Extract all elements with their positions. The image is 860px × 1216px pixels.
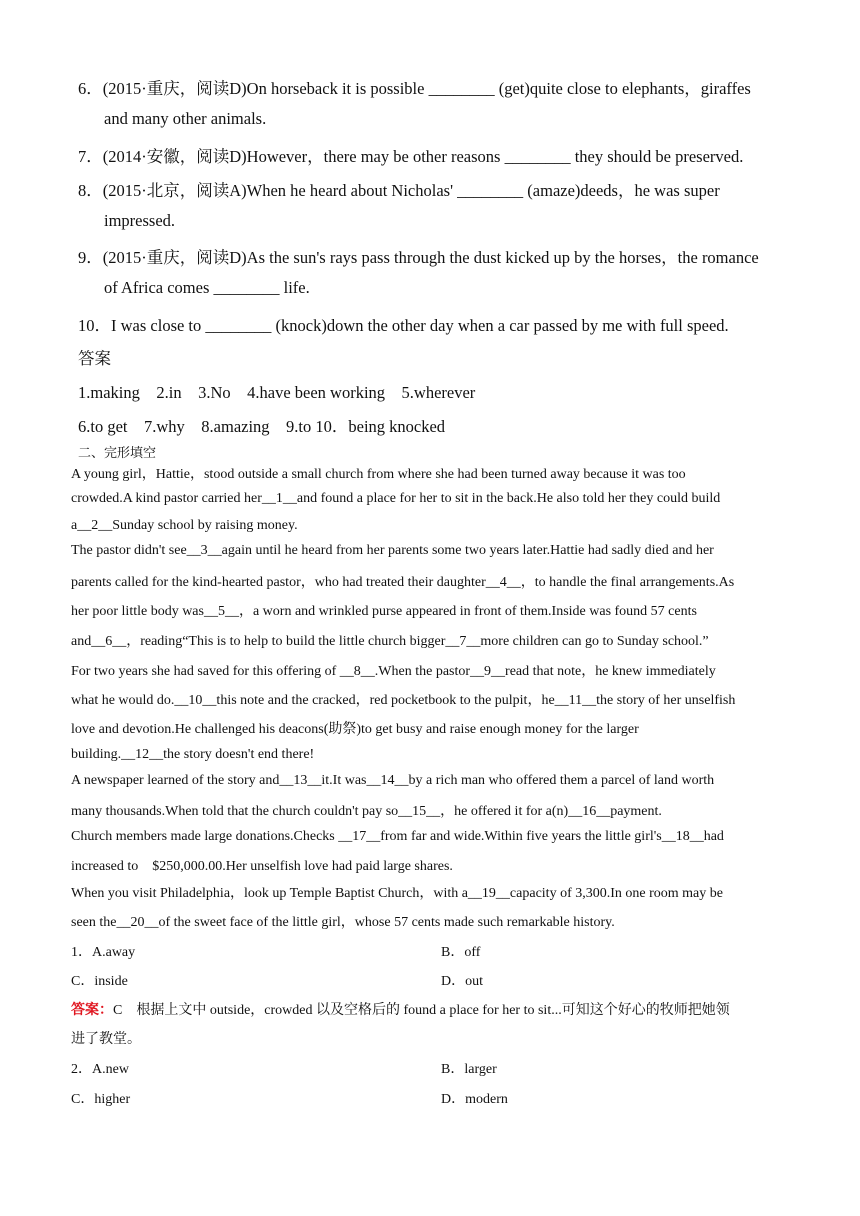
q2-option-b[interactable]: B．larger <box>441 1062 497 1077</box>
passage-line: A young girl，Hattie，stood outside a small church from where she had been turned away because it was too <box>71 467 686 482</box>
q1-option-d[interactable]: D．out <box>441 974 483 989</box>
passage-line: her poor little body was__5__，a worn and wrinkled purse appeared in front of them.Inside was found 57 cents <box>71 604 697 619</box>
q1-option-c[interactable]: C．inside <box>71 974 128 989</box>
question-10: 10．I was close to ________ (knock)down the other day when a car passed by me with full speed. <box>78 316 729 335</box>
passage-line: a__2__Sunday school by raising money. <box>71 518 298 533</box>
q2-option-a[interactable]: 2．A.new <box>71 1062 129 1077</box>
passage-line: Church members made large donations.Checks __17__from far and wide.Within five years the little girl's__18__had <box>71 829 724 844</box>
q1-option-b[interactable]: B．off <box>441 945 481 960</box>
question-6: 6．(2015·重庆，阅读D)On horseback it is possible ________ (get)quite close to elephants，giraffes <box>78 79 751 98</box>
section-title: 二、完形填空 <box>78 445 157 460</box>
passage-line: building.__12__the story doesn't end there! <box>71 747 315 762</box>
passage-line: increased to $250,000.00.Her unselfish love had paid large shares. <box>71 859 453 874</box>
question-8: 8．(2015·北京，阅读A)When he heard about Nicholas' ________ (amaze)deeds，he was super <box>78 181 720 200</box>
passage-line: what he would do.__10__this note and the cracked，red pocketbook to the pulpit，he__11__the story of her unselfish <box>71 693 736 708</box>
question-7: 7．(2014·安徽，阅读D)However，there may be other reasons ________ they should be preserved. <box>78 147 744 166</box>
passage-line: seen the__20__of the sweet face of the little girl，whose 57 cents made such remarkable history. <box>71 915 615 930</box>
q1-option-a[interactable]: 1．A.away <box>71 945 136 960</box>
answer-label: 答案： <box>71 1003 113 1018</box>
q2-option-c[interactable]: C．higher <box>71 1092 131 1107</box>
question-9: 9．(2015·重庆，阅读D)As the sun's rays pass through the dust kicked up by the horses，the romance <box>78 248 759 267</box>
question-9-cont: of Africa comes ________ life. <box>104 278 310 297</box>
question-6-cont: and many other animals. <box>104 109 267 128</box>
passage-line: love and devotion.He challenged his deacons(助祭)to get busy and raise enough money for the larger <box>71 722 639 737</box>
passage-line: When you visit Philadelphia，look up Temple Baptist Church，with a__19__capacity of 3,300.In one room may be <box>71 886 723 901</box>
q2-option-d[interactable]: D．modern <box>441 1092 508 1107</box>
passage-line: For two years she had saved for this offering of __8__.When the pastor__9__read that note，he knew immediately <box>71 664 716 679</box>
passage-line: The pastor didn't see__3__again until he heard from her parents some two years later.Hattie had sadly died and her <box>71 543 714 558</box>
passage-line: parents called for the kind-hearted pastor，who had treated their daughter__4__，to handle the final arrangements.As <box>71 575 735 590</box>
passage-line: crowded.A kind pastor carried her__1__and found a place for her to sit in the back.He also told her they could build <box>71 491 721 506</box>
passage-line: A newspaper learned of the story and__13__it.It was__14__by a rich man who offered them a parcel of land worth <box>71 773 715 788</box>
explanation-text: C 根据上文中 outside，crowded 以及空格后的 found a place for her to sit...可知这个好心的牧师把她领 <box>113 1003 730 1018</box>
answers-line-2: 6.to get 7.why 8.amazing 9.to 10．being knocked <box>78 417 446 436</box>
passage-line: and__6__，reading“This is to help to build the little church bigger__7__more children can go to Sunday school.” <box>71 634 709 649</box>
answers-line-1: 1.making 2.in 3.No 4.have been working 5.wherever <box>78 383 476 402</box>
question-8-cont: impressed. <box>104 211 176 230</box>
q1-explanation <box>71 999 730 1019</box>
answer-heading: 答案 <box>78 349 111 368</box>
q1-explanation-cont: 进了教堂。 <box>71 1032 141 1047</box>
passage-line: many thousands.When told that the church couldn't pay so__15__，he offered it for a(n)__16__payment. <box>71 804 662 819</box>
